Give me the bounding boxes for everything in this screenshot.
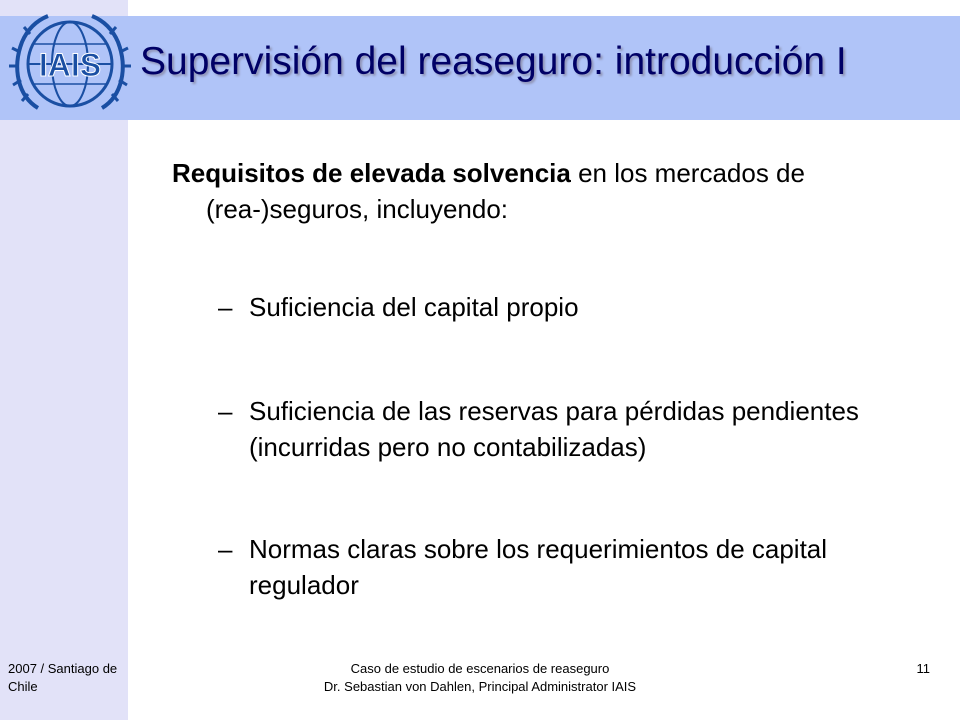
bullet-text: Suficiencia del capital propio [249,292,579,322]
logo-text: IAIS [38,47,102,83]
footer-presenter: Dr. Sebastian von Dahlen, Principal Administrator IAIS [323,679,637,694]
bullet-dash: – [218,396,233,426]
bullet-text: Normas claras sobre los requerimientos de capital regulador [249,534,828,600]
footer-presentation-title: Caso de estudio de escenarios de reaseguro [350,661,610,676]
bullet-item [218,393,918,465]
footer-center [280,660,680,696]
slide-body [140,155,920,227]
iais-logo [8,8,132,120]
lead-paragraph [140,155,920,227]
bullet-dash: – [218,292,233,322]
page-number: 11 [916,661,930,676]
slide-title: Supervisión del reaseguro: introducción I [140,40,847,83]
bullet-text: Suficiencia de las reservas para pérdidas pendientes (incurridas pero no contabilizadas) [249,396,859,462]
footer-event-label: 2007 / Santiago de Chile [8,661,118,694]
lead-rest-text: en los mercados de (rea-)seguros, incluyendo: [206,158,805,224]
bullet-item [218,531,918,603]
bullet-item [218,289,918,325]
lead-bold-text: Requisitos de elevada solvencia [172,158,571,188]
bullet-dash: – [218,534,233,564]
